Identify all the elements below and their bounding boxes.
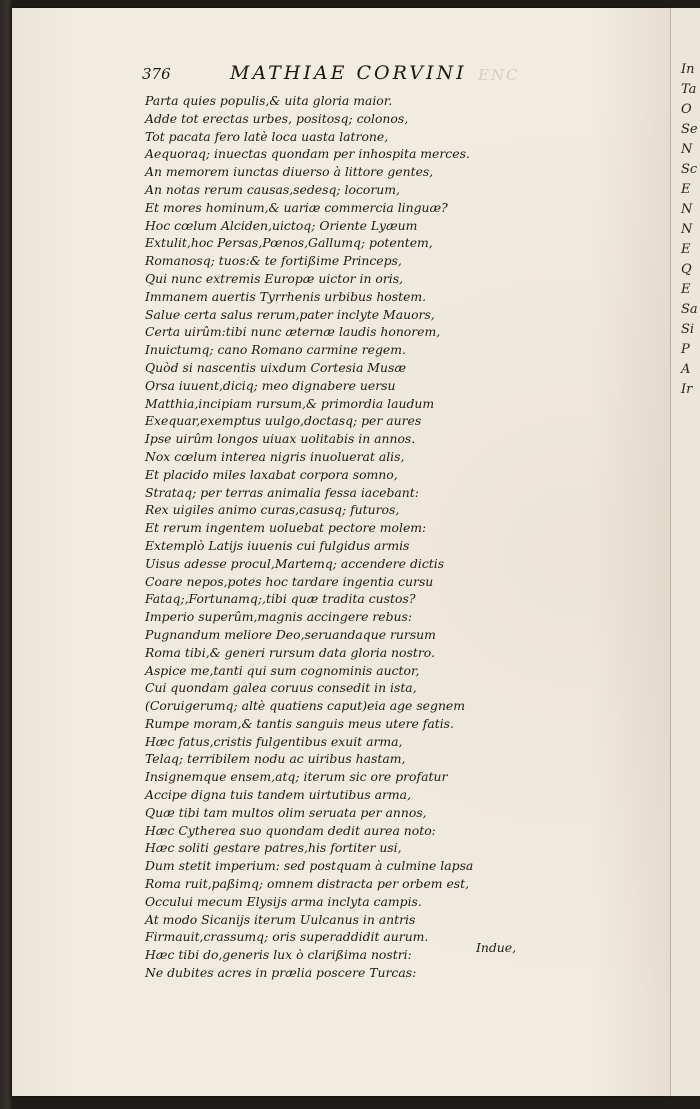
verse-line: Orsa iuuent,diciq; meo dignabere uersu [145,377,396,393]
edge-letter: Q [681,262,692,277]
verse-line: Occului mecum Elysijs arma inclyta campis. [145,893,422,909]
edge-letter: N [681,142,693,157]
verse-line: Adde tot erectas urbes, positosq; colonos, [145,110,409,126]
verse-line: Parta quies populis,& uita gloria maior. [145,93,393,108]
verse-line: Insignemque ensem,atq; iterum sic ore profatur [145,769,448,785]
edge-letter: N [681,222,693,237]
verse-line: Firmauit,crassumq; oris superaddidit aurum. [145,929,429,945]
verse-line: Romanosq; tuos:& te fortißime Princeps, [145,253,402,269]
verse-line: Roma tibi,& generi rursum data gloria nostro. [145,644,435,660]
show-through-text: ENC [478,66,520,84]
verse-line: Accipe digna tuis tandem uirtutibus arma, [145,787,412,803]
verse-line: Extemplò Latijs iuuenis cui fulgidus armis [145,537,410,553]
running-title: MATHIAE CORVINI [230,62,467,84]
verse-line: Rumpe moram,& tantis sanguis meus utere fatis. [145,715,454,731]
edge-letter: E [681,242,691,257]
verse-line: Tot pacata fero latè loca uasta latrone, [145,128,389,144]
verse-line: Hæc soliti gestare patres,his fortiter usi, [145,840,402,856]
verse-line: Aspice me,tanti qui sum cognominis auctor, [145,662,420,678]
verse-line: Et placido miles laxabat corpora somno, [145,466,398,482]
verse-line: Hoc cœlum Alciden,uictoq; Oriente Lyæum [145,217,418,233]
verse-line: Et mores hominum,& uariæ commercia linguæ? [145,199,448,215]
verse-line: Hæc Cytherea suo quondam dedit aurea noto: [145,822,436,838]
edge-letter: In [681,62,695,77]
verse-line: Uisus adesse procul,Martemq; accendere dictis [145,555,445,571]
verse-line: Fataq;,Fortunamq;,tibi quæ tradita custos? [145,591,416,607]
verse-line: Quæ tibi tam multos olim seruata per annos, [145,804,427,820]
verse-line: At modo Sicanijs iterum Uulcanus in antris [145,911,416,927]
edge-letter: Ir [681,382,693,397]
verse-line: Inuictumq; cano Romano carmine regem. [145,342,406,358]
verse-line: Dum stetit imperium: sed postquam à culmine lapsa [145,858,474,874]
verse-line: Hæc fatus,cristis fulgentibus exuit arma, [145,733,403,749]
edge-letter: E [681,182,691,197]
verse-line: Ne dubites acres in prælia poscere Turcas: [145,965,417,981]
verse-line: Certa uirûm:tibi nunc æternæ laudis honorem, [145,324,441,340]
verse-line: Strataq; per terras animalia fessa iacebant: [145,484,419,500]
verse-line: Et rerum ingentem uoluebat pectore molem: [145,520,427,536]
verse-line: Hæc tibi do,generis lux ò clarißima nostri: [145,947,412,963]
edge-letter: N [681,202,693,217]
catchword: Indue, [476,940,517,955]
verse-line: Immanem auertis Tyrrhenis urbibus hostem. [145,288,427,304]
edge-letter: Ta [681,82,697,97]
adjacent-page-edge [670,8,700,1096]
edge-letter: O [681,102,692,117]
page-number: 376 [142,65,171,83]
verse-line: Exequar,exemptus uulgo,doctasq; per aures [145,413,422,429]
verse-line: Imperio superûm,magnis accingere rebus: [145,609,413,625]
verse-line: Matthia,incipiam rursum,& primordia laudum [145,395,435,411]
verse-text [145,92,474,982]
verse-line: Nox cœlum interea nigris inuoluerat alis, [145,448,405,464]
edge-letter: P [681,342,690,357]
adjacent-page-letters [681,60,700,400]
verse-line: Ipse uirûm longos uiuax uolitabis in annos. [145,431,416,447]
edge-letter: E [681,282,691,297]
verse-line: Cui quondam galea coruus consedit in ista, [145,680,417,696]
verse-line: (Coruigerumq; altè quatiens caput)eia age segnem [145,698,466,714]
edge-letter: Se [681,122,698,137]
verse-line: Pugnandum meliore Deo,seruandaque rursum [145,626,436,642]
edge-letter: Sa [681,302,698,317]
verse-line: Rex uigiles animo curas,casusq; futuros, [145,502,400,518]
edge-letter: Sc [681,162,698,177]
verse-line: Extulit,hoc Persas,Pœnos,Gallumq; potentem, [145,235,433,251]
verse-line: Qui nunc extremis Europæ uictor in oris, [145,270,404,286]
edge-letter: A [681,362,691,377]
verse-line: Roma ruit,paßimq; omnem distracta per orbem est, [145,876,470,892]
verse-line: Telaq; terribilem nodu ac uiribus hastam, [145,751,406,767]
edge-letter: Si [681,322,695,337]
verse-line: Quòd si nascentis uixdum Cortesia Musæ [145,359,406,375]
verse-line: An notas rerum causas,sedesq; locorum, [145,181,400,197]
verse-line: An memorem iunctas diuerso à littore gentes, [145,164,434,180]
verse-line: Aequoraq; inuectas quondam per inhospita merces. [145,146,470,162]
verse-line: Salue certa salus rerum,pater inclyte Mauors, [145,306,435,322]
verse-line: Coare nepos,potes hoc tardare ingentia cursu [145,573,434,589]
running-head [142,64,522,86]
